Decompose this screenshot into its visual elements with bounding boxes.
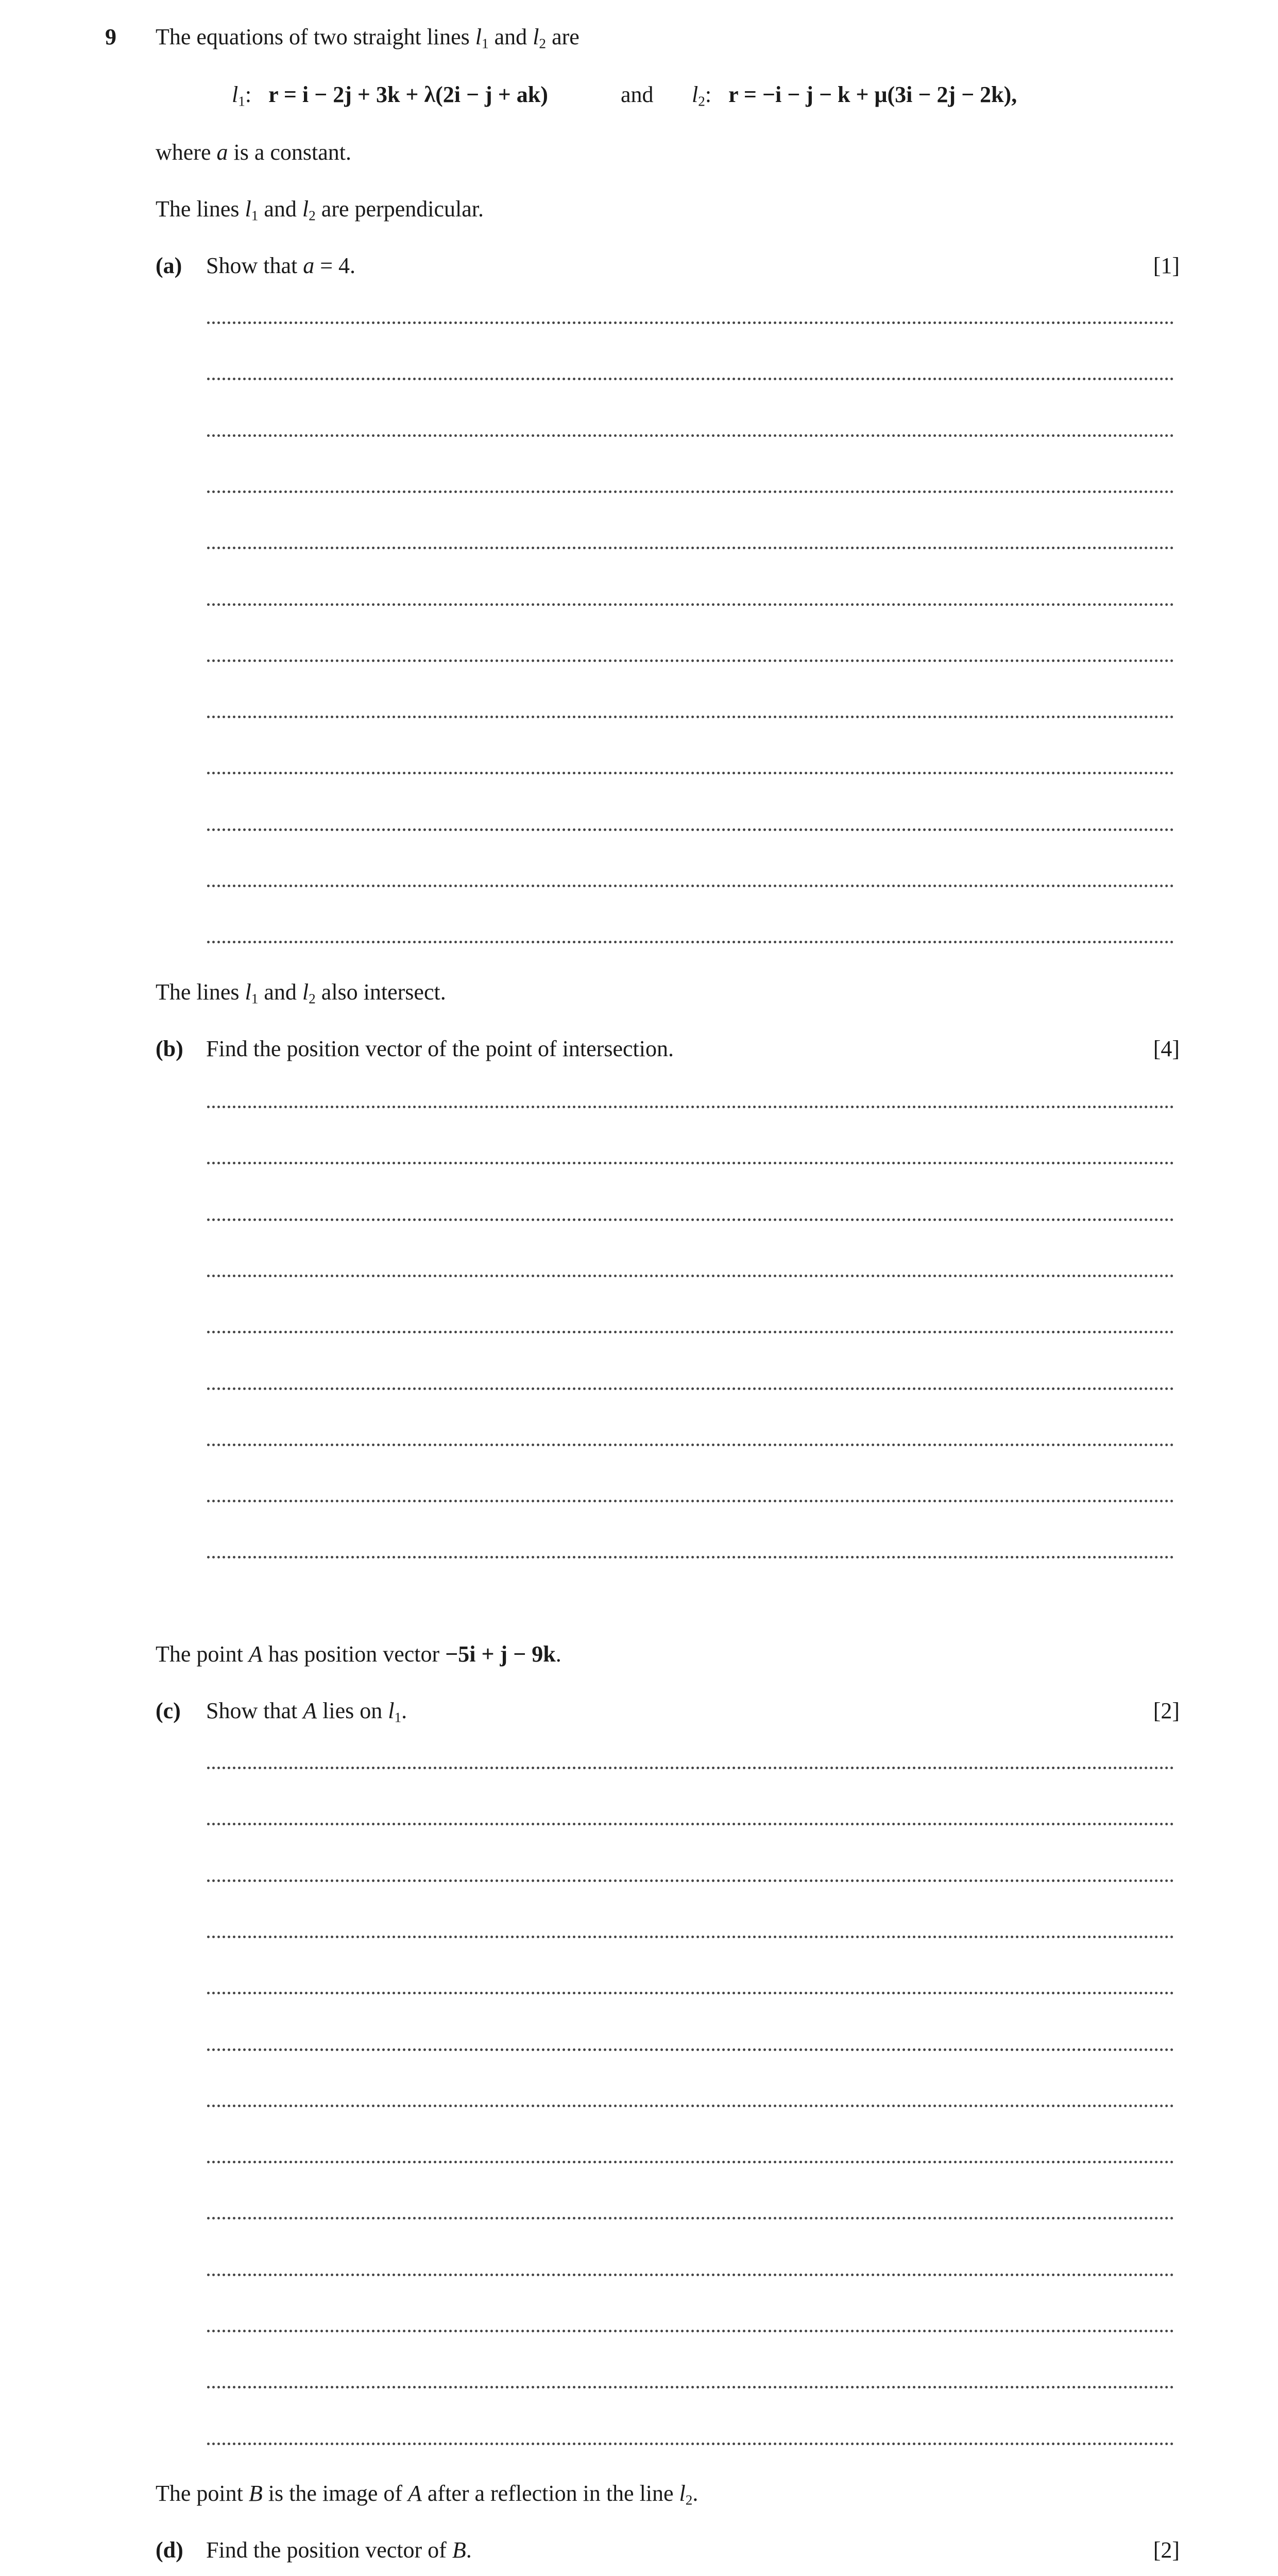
answer-line[interactable] — [207, 547, 1174, 549]
answer-line[interactable] — [207, 2048, 1174, 2051]
answer-line[interactable] — [207, 1992, 1174, 1994]
line-2-equation: $l_2$: r = −i − j − k + μ(3i − 2j − 2k), — [692, 82, 1017, 109]
part-c-label: (c) — [156, 1698, 181, 1723]
point-a-statement: The point A has position vector −5i + j − 9k. — [156, 1641, 561, 1667]
answer-line[interactable] — [207, 1879, 1174, 1882]
part-d-marks: [2] — [1153, 2537, 1180, 2563]
answer-line[interactable] — [207, 716, 1174, 718]
answer-line[interactable] — [207, 1767, 1174, 1769]
answer-line[interactable] — [207, 603, 1174, 606]
answer-line[interactable] — [207, 2330, 1174, 2332]
answer-line[interactable] — [207, 828, 1174, 831]
answer-line[interactable] — [207, 1823, 1174, 1825]
answer-line[interactable] — [207, 941, 1174, 943]
part-c-marks: [2] — [1153, 1698, 1180, 1723]
answer-line[interactable] — [207, 434, 1174, 437]
answer-line[interactable] — [207, 1218, 1174, 1221]
question-number: 9 — [105, 24, 116, 49]
where-a-constant: where a is a constant. — [156, 140, 352, 165]
answer-line[interactable] — [207, 1387, 1174, 1390]
part-c-text: Show that A lies on $l_1$. — [206, 1698, 407, 1725]
part-a-text: Show that a = 4. — [206, 253, 356, 278]
equations-and: and — [621, 82, 654, 107]
answer-line[interactable] — [207, 378, 1174, 380]
answer-line[interactable] — [207, 2161, 1174, 2163]
answer-line[interactable] — [207, 1162, 1174, 1164]
part-a-label: (a) — [156, 253, 182, 278]
answer-line[interactable] — [207, 1331, 1174, 1333]
point-b-statement: The point B is the image of A after a reflection in the line $l_2$. — [156, 2481, 698, 2508]
answer-line[interactable] — [207, 772, 1174, 774]
answer-line[interactable] — [207, 2443, 1174, 2445]
intersect-statement: The lines $l_1$ and $l_2$ also intersect. — [156, 979, 446, 1007]
part-b-text: Find the position vector of the point of intersection. — [206, 1036, 674, 1061]
answer-line[interactable] — [207, 659, 1174, 662]
answer-line[interactable] — [207, 490, 1174, 493]
part-b-label: (b) — [156, 1036, 183, 1061]
answer-line[interactable] — [207, 1275, 1174, 1277]
line-1-equation: $l_1$: r = i − 2j + 3k + λ(2i − j + ak) — [232, 82, 548, 109]
part-b-marks: [4] — [1153, 1036, 1180, 1061]
answer-line[interactable] — [207, 321, 1174, 324]
answer-line[interactable] — [207, 2274, 1174, 2276]
answer-line[interactable] — [207, 1556, 1174, 1558]
answer-line[interactable] — [207, 1106, 1174, 1108]
perpendicular-statement: The lines $l_1$ and $l_2$ are perpendicular. — [156, 196, 484, 224]
answer-line[interactable] — [207, 1444, 1174, 1446]
part-d-text: Find the position vector of B. — [206, 2537, 472, 2563]
answer-line[interactable] — [207, 2217, 1174, 2219]
answer-line[interactable] — [207, 2386, 1174, 2388]
answer-line[interactable] — [207, 2105, 1174, 2107]
question-intro: The equations of two straight lines $l_1$ and $l_2$ are — [156, 24, 580, 52]
answer-line[interactable] — [207, 885, 1174, 887]
part-d-label: (d) — [156, 2537, 183, 2563]
answer-line[interactable] — [207, 1500, 1174, 1502]
answer-line[interactable] — [207, 1936, 1174, 1938]
part-a-marks: [1] — [1153, 253, 1180, 278]
